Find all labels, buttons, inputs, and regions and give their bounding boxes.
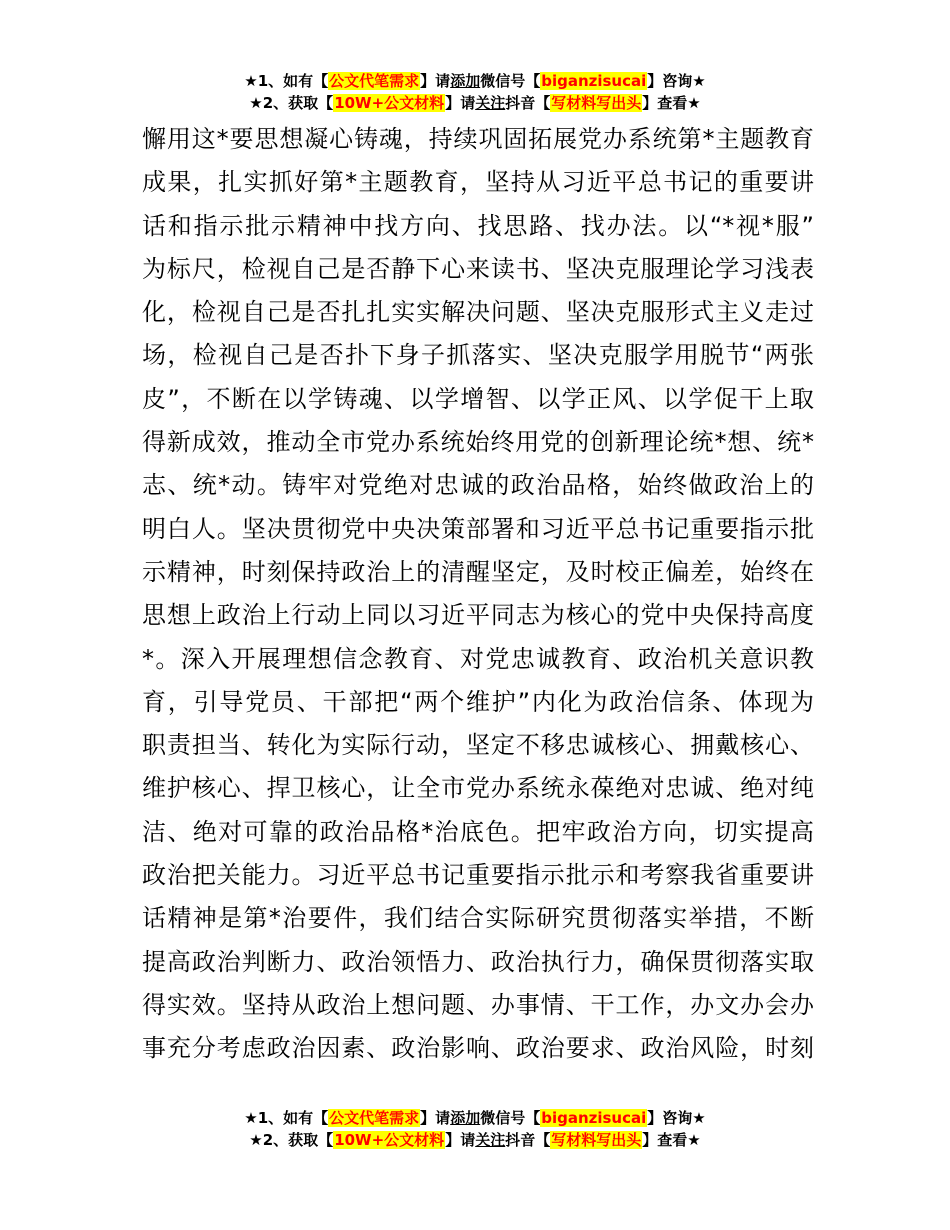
highlight-wechat-id: biganzisucai	[541, 72, 647, 90]
header-text: ★2、获取【	[249, 94, 334, 112]
footer-banner	[0, 1107, 950, 1151]
highlight-douyin-id: 写材料写出头	[551, 1131, 642, 1149]
body-line: 得实效。坚持从政治上想问题、办事情、干工作，办文办会办	[142, 990, 814, 1019]
header-line-2	[0, 92, 950, 114]
header-text: 】请	[420, 72, 451, 90]
body-line: 明白人。坚决贯彻党中央决策部署和习近平总书记重要指示批	[142, 514, 814, 543]
body-line: 洁、绝对可靠的政治品格*治底色。把牢政治方向，切实提高	[142, 817, 814, 846]
body-line: 事充分考虑政治因素、政治影响、政治要求、政治风险，时刻	[142, 1034, 814, 1063]
body-line: 化，检视自己是否扎扎实实解决问题、坚决克服形式主义走过	[142, 298, 814, 327]
body-line: 成果，扎实抓好第*主题教育，坚持从习近平总书记的重要讲	[142, 168, 814, 197]
footer-text: ★2、获取【	[249, 1131, 334, 1149]
highlight-wechat-id: biganzisucai	[541, 1109, 647, 1127]
footer-text: 微信号【	[480, 1109, 541, 1127]
header-text: 】请	[445, 94, 476, 112]
body-line: *。深入开展理想信念教育、对党忠诚教育、政治机关意识教	[142, 644, 814, 673]
body-line: 皮”，不断在以学铸魂、以学增智、以学正风、以学促干上取	[142, 384, 814, 413]
body-line: 场，检视自己是否扑下身子抓落实、坚决克服学用脱节“两张	[142, 341, 814, 370]
body-line: 懈用这*要思想凝心铸魂，持续巩固拓展党办系统第*主题教育	[142, 125, 814, 153]
header-text: 】咨询★	[647, 72, 706, 90]
body-line: 得新成效，推动全市党办系统始终用党的创新理论统*想、统*	[142, 428, 814, 457]
highlight-douyin-id: 写材料写出头	[551, 94, 642, 112]
footer-text: 】请	[420, 1109, 451, 1127]
body-line: 思想上政治上行动上同以习近平同志为核心的党中央保持高度	[142, 601, 814, 630]
body-line: 职责担当、转化为实际行动，坚定不移忠诚核心、拥戴核心、	[142, 731, 814, 760]
header-text: 抖音【	[505, 94, 551, 112]
document-body	[142, 118, 814, 1071]
body-line: 话和指示批示精神中找方向、找思路、找办法。以“*视*服”	[142, 211, 814, 240]
footer-line-2	[0, 1129, 950, 1151]
body-line: 维护核心、捍卫核心，让全市党办系统永葆绝对忠诚、绝对纯	[142, 774, 814, 803]
highlight-service: 公文代笔需求	[329, 1109, 420, 1127]
header-line-1	[0, 70, 950, 92]
underlined-text: 添加	[450, 72, 481, 90]
header-text: ★1、如有【	[244, 72, 329, 90]
footer-line-1	[0, 1107, 950, 1129]
footer-text: 】查看★	[642, 1131, 701, 1149]
body-line: 为标尺，检视自己是否静下心来读书、坚决克服理论学习浅表	[142, 254, 814, 283]
body-line: 育，引导党员、干部把“两个维护”内化为政治信条、体现为	[142, 687, 814, 716]
footer-text: 】请	[445, 1131, 476, 1149]
header-text: 】查看★	[642, 94, 701, 112]
highlight-materials: 10W+公文材料	[334, 94, 445, 112]
body-line: 示精神，时刻保持政治上的清醒坚定，及时校正偏差，始终在	[142, 557, 814, 586]
body-line: 政治把关能力。习近平总书记重要指示批示和考察我省重要讲	[142, 861, 814, 890]
underlined-text: 关注	[475, 94, 506, 112]
header-banner	[0, 70, 950, 114]
header-text: 微信号【	[480, 72, 541, 90]
footer-text: 抖音【	[505, 1131, 551, 1149]
underlined-text: 添加	[450, 1109, 481, 1127]
body-line: 志、统*动。铸牢对党绝对忠诚的政治品格，始终做政治上的	[142, 471, 814, 500]
highlight-materials: 10W+公文材料	[334, 1131, 445, 1149]
footer-text: 】咨询★	[647, 1109, 706, 1127]
highlight-service: 公文代笔需求	[329, 72, 420, 90]
body-line: 话精神是第*治要件，我们结合实际研究贯彻落实举措，不断	[142, 904, 814, 933]
body-line: 提高政治判断力、政治领悟力、政治执行力，确保贯彻落实取	[142, 947, 814, 976]
footer-text: ★1、如有【	[244, 1109, 329, 1127]
underlined-text: 关注	[475, 1131, 506, 1149]
